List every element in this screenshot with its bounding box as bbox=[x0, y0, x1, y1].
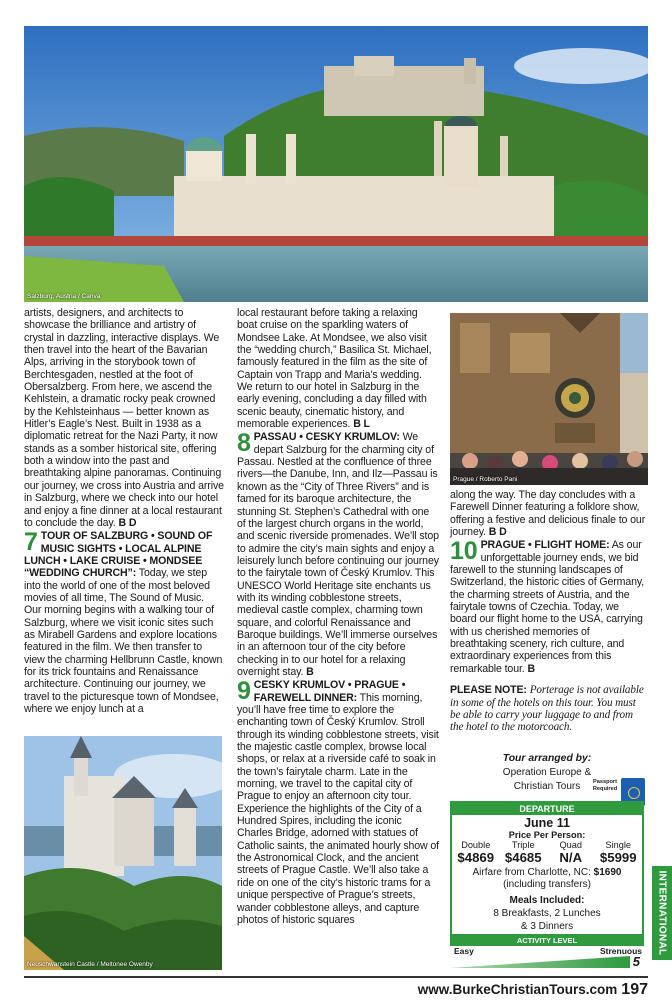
please-note-text: Porterage is not available in some of the hotels on this tour. You must be able to carry your luggage to and from the hotel to the motorcoach. bbox=[450, 684, 644, 734]
day-7 bbox=[24, 530, 224, 715]
departure-header: DEPARTURE bbox=[452, 803, 642, 815]
neuschwanstein-credit: Neuschwanstein Castle / Meltonee Owenby bbox=[27, 961, 153, 968]
please-note-label: PLEASE NOTE: bbox=[450, 684, 527, 697]
column-1 bbox=[24, 307, 224, 715]
occupancy-row bbox=[452, 840, 642, 850]
price-row bbox=[452, 850, 642, 865]
day-10-text: As our unforgettable journey ends, we bid farewell to the stunning landscapes of Switzerland, the historic cities of Germany, the charming streets of Austria, and the fairytale towns of Czechia. Today, we board our flight home to the USA, carrying with us cherished memories of breathtaking scenery, rich culture, and extraordinary experiences from this remarkable tour. bbox=[450, 539, 645, 675]
arranged-title: Tour arranged by: bbox=[502, 753, 592, 764]
col1-intro: artists, designers, and architects to showcase the brilliance and artistry of crystal in dazzling, interactive displays. We then travel into the heart of the Bavarian Alps, arriving in the storybook town of Berchtesgaden, nestled at the foot of Obersalzberg. From here, we ascend the Kehlstein, a dramatic rocky peak crowned by the Kehlsteinhaus — better known as Hitler’s Eagle’s Nest. Built in 1938 as a diplomatic retreat for the Nazi Party, it now stands as a somber historical site, offering both a window into the past and breathtaking alpine panoramas. Continuing our journey, we cross into Austria and arrive in Salzburg, where we check into our hotel and enjoy a fine dinner at a local restaurant to conclude the day. B D bbox=[24, 307, 224, 529]
occupancy-triple: Triple bbox=[511, 840, 535, 850]
day-8-number: 8 bbox=[237, 429, 251, 458]
day-8-heading: PASSAU • CESKY KRUMLOV: bbox=[253, 431, 400, 444]
day-9-continued: along the way. The day concludes with a Farewell Dinner featuring a folklore show, offering a festive and delicious finale to our journey. B D bbox=[450, 489, 646, 539]
day-8-text: We depart Salzburg for the charming city of Passau. Nestled at the confluence of three rivers—the Danube, Inn, and Ilz—Passau is known as the “City of Three Rivers” and is famed for its baroque architecture, the stunning St. Stephen’s Cathedral with one of the largest church organs in the world, and scenic riverside promenades. We’ll stop to admire the city’s main sights and enjoy a leisurely lunch before continuing our journey to the fairytale town of Český Krumlov. This UNESCO World Heritage site enchants us with its winding cobblestone streets, medieval castle complex, charming town square, and colorful Renaissance and Baroque buildings. We’ll immerse ourselves in an afternoon tour of the city before checking in to our hotel for a relaxing overnight stay. bbox=[237, 431, 439, 678]
day-9-number: 9 bbox=[237, 677, 251, 706]
activity-strenuous-label: Strenuous bbox=[599, 946, 642, 956]
column-3 bbox=[450, 489, 648, 734]
price-quad: N/A bbox=[559, 850, 583, 865]
price-per-person-label: Price Per Person: bbox=[508, 830, 586, 840]
day-7-number: 7 bbox=[24, 528, 38, 557]
page-number: 197 bbox=[621, 981, 648, 998]
occupancy-double: Double bbox=[461, 840, 491, 850]
day-10-code: B bbox=[527, 662, 535, 675]
activity-easy-label: Easy bbox=[454, 946, 474, 956]
activity-level-labels bbox=[450, 946, 644, 956]
prague-photo bbox=[450, 313, 648, 485]
passport-required-label: Passport Required bbox=[592, 779, 618, 792]
column-2 bbox=[237, 307, 440, 926]
neuschwanstein-photo bbox=[24, 736, 222, 970]
activity-level-value: 5 bbox=[632, 954, 640, 969]
occupancy-quad: Quad bbox=[559, 840, 582, 850]
day-9-text: This morning, you’ll have free time to explore the enchanting town of Český Krumlov. Stroll through its winding cobblestone streets, visit the majestic castle complex, browse local shops, or relax at a riverside café to soak in the town’s fairytale charm. Late in the morning, we travel to the capital city of Prague to enjoy an afternoon city tour. Experience the highlights of the City of a Hundred Spires, including the iconic Charles Bridge, adorned with statues of Catholic saints, the animated hourly show of the Astronomical Clock, and the ancient streets of Prague Castle. We’ll also take a ride on one of the city’s historic trams for a unique perspective of Prague’s streets, wander cobblestone alleys, and capture photos of historic squares bbox=[237, 691, 439, 926]
please-note bbox=[450, 684, 648, 733]
price-double: $4869 bbox=[457, 850, 495, 865]
departure-date: June 11 bbox=[524, 816, 570, 830]
activity-level-wedge bbox=[450, 956, 630, 968]
day-10-heading: PRAGUE • FLIGHT HOME: bbox=[480, 539, 610, 552]
international-side-tab: INTERNATIONAL bbox=[652, 866, 672, 960]
occupancy-single: Single bbox=[605, 840, 632, 850]
price-single: $5999 bbox=[599, 850, 637, 865]
day-10-number: 10 bbox=[450, 537, 478, 566]
activity-level-header: ACTIVITY LEVEL bbox=[450, 935, 644, 946]
salzburg-credit: Salzburg, Austria / Canva bbox=[27, 293, 101, 300]
day-10 bbox=[450, 539, 648, 675]
arranged-line-1: Operation Europe & bbox=[502, 767, 592, 778]
day-9 bbox=[237, 679, 440, 926]
arranged-line-2: Christian Tours bbox=[513, 781, 581, 792]
salzburg-photo bbox=[24, 26, 648, 302]
day-8-code: B bbox=[306, 665, 314, 678]
departure-box bbox=[450, 801, 644, 936]
activity-level-meter bbox=[450, 956, 644, 968]
footer bbox=[418, 981, 648, 999]
price-triple: $4685 bbox=[504, 850, 542, 865]
footer-rule bbox=[24, 976, 648, 978]
day-7-text: Today, we step into the world of one of the most beloved movies of all time, The Sound of Music. Our morning begins with a walking tour of Salzburg, where we visit iconic sites such as Mirabell Gardens and explore locations featured in the film. We then transfer to view the charming Hellbrunn Castle, known for its trick fountains and Renaissance architecture. Continuing our journey, we travel to the picturesque town of Mondsee, where we enjoy lunch at a bbox=[24, 567, 223, 715]
day-7-continued: local restaurant before taking a relaxing boat cruise on the sparkling waters of Mondsee Lake. At Mondsee, we also visit the “wedding church,” Basilica St. Michael, famously featured in the film as the site of Captain von Trapp and Maria’s wedding. We return to our hotel in Salzburg in the early evening, concluding a day filled with scenic beauty, cinematic history, and memorable experiences. B L bbox=[237, 307, 432, 431]
day-9-heading: CESKY KRUMLOV • PRAGUE • FAREWELL DINNER: bbox=[253, 679, 406, 704]
airfare: Airfare from Charlotte, NC: $1690 (including transfers) bbox=[472, 867, 622, 890]
footer-website: www.BurkeChristianTours.com bbox=[417, 982, 618, 997]
day-8 bbox=[237, 431, 440, 678]
meals-included: Meals Included: 8 Breakfasts, 2 Lunches & 3 Dinners bbox=[493, 895, 601, 932]
prague-credit: Prague / Roberto Pani bbox=[453, 476, 518, 483]
day-7-heading: TOUR OF SALZBURG • SOUND OF MUSIC SIGHTS • LOCAL ALPINE LUNCH • LAKE CRUISE • MONDSEE “WEDDING CHURCH”: bbox=[24, 530, 213, 580]
